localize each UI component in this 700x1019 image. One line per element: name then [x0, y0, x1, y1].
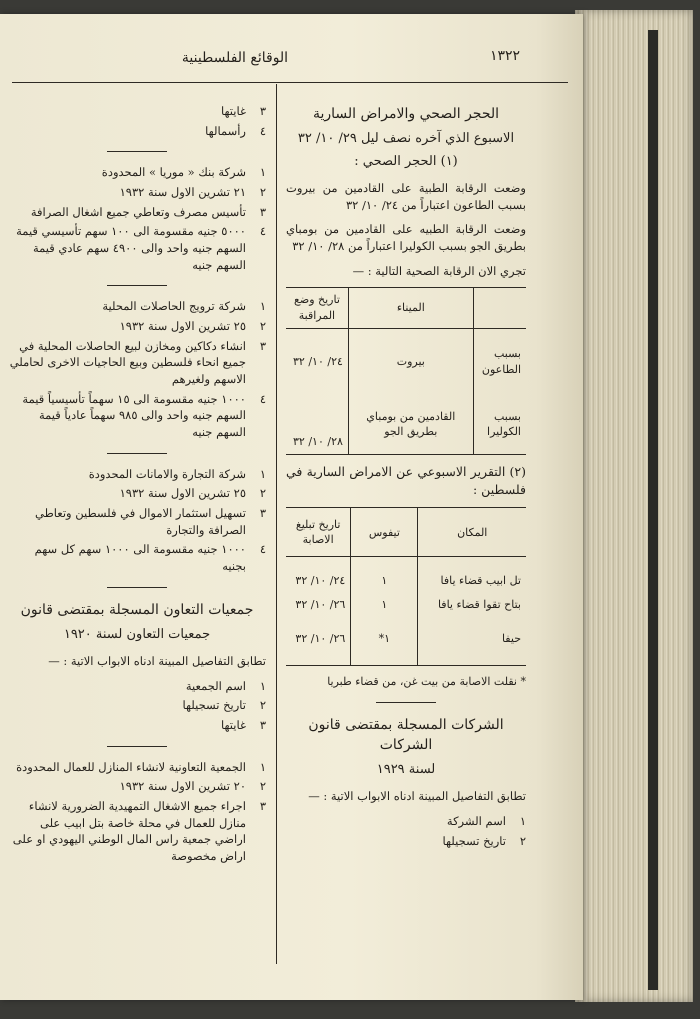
table-row — [286, 329, 526, 395]
left-column — [8, 100, 266, 868]
separator — [107, 285, 167, 286]
list-item: ١ اسم الشركة — [446, 813, 526, 828]
table-header: المكان — [418, 508, 526, 557]
table-row — [286, 627, 526, 665]
journal-title: الوقائع الفلسطينية — [181, 50, 289, 66]
count-cell: ١ — [351, 593, 418, 627]
separator — [107, 746, 167, 747]
place-cell: حيفا — [418, 627, 526, 665]
cooperative-workers-housing — [8, 759, 266, 865]
separator — [376, 702, 436, 703]
list-item: ١ شركة التجارة والامانات المحدودة — [88, 466, 266, 481]
list-item: ٣ غايتها — [221, 104, 266, 118]
list-item: ٤ ١٠٠٠ جنيه مقسومة الى ١٥ سهماً تأسيسياً قيمة السهم جنيه واحد والى ٩٨٥ سهماً عادياً قيمة السهم جنيه — [22, 391, 266, 440]
table-header: تاريخ تبليغ الاصابة — [286, 508, 351, 557]
current-control-intro: تجري الان الرقابة الصحية التالية : — — [352, 263, 526, 278]
bombay-paragraph: وضعت الرقابة الطبيه على القادمين من بومباي بطريق الجو بسبب الكوليرا اعتباراً من ٢٨/ ١٠/ ٣٢ — [286, 222, 526, 253]
companies-intro: تطابق التفاصيل المبينة ادناه الابواب الاتية : — — [308, 789, 526, 804]
list-item: ٣ انشاء دكاكين ومخازن لبيع الحاصلات المحلية في جميع انحاء فلسطين وبيع الحاجيات الاخرى لحاملي الاسهم ولغيرهم — [9, 338, 266, 387]
company-moria-bank — [8, 164, 266, 273]
date-cell: ٢٤/ ١٠/ ٣٢ — [295, 574, 346, 588]
date-cell: ٢٦/ ١٠/ ٣٢ — [295, 598, 346, 612]
list-item: ٤ ٥٠٠٠ جنيه مقسومة الى ١٠٠ سهم تأسيسي قيمة السهم جنيه واحد والى ٤٩٠٠ سهم عادي قيمة السهم جنيه — [16, 224, 266, 272]
count-cell: ١* — [351, 627, 418, 665]
list-item: ١ شركة بنك « موريا » المحدودة — [101, 165, 266, 180]
separator — [107, 453, 167, 454]
companies-law-title: الشركات المسجلة بمقتضى قانون الشركات — [308, 716, 504, 754]
list-item: ٤ ١٠٠٠ جنيه مقسومة الى ١٠٠٠ سهم كل سهم بجنيه — [34, 542, 266, 574]
right-column — [286, 98, 526, 852]
separator — [107, 151, 167, 152]
list-item: ٢ تاريخ تسجيلها — [182, 698, 266, 713]
table-header — [473, 288, 526, 329]
gazette-page — [0, 14, 583, 1000]
header-rule — [12, 82, 568, 83]
page-number: ١٣٢٢ — [489, 48, 521, 64]
place-cell: تل ابيب قضاء يافا — [418, 557, 526, 593]
list-item: ٢ ٢٥ تشرين الاول سنة ١٩٣٢ — [119, 486, 266, 501]
list-item: ١ الجمعية التعاونية لانشاء المنازل للعمال المحدودة — [16, 759, 266, 774]
companies-law-year: لسنة ١٩٢٩ — [376, 762, 436, 778]
section-1-heading: (١) الحجر الصحي : — [354, 154, 458, 170]
table-header: تيفوس — [351, 508, 418, 557]
week-line: الاسبوع الذي آخره نصف ليل ٢٩/ ١٠/ ٣٢ — [297, 131, 515, 147]
place-cell: بتاح تقوا قضاء يافا — [418, 593, 526, 627]
list-item: ١ اسم الجمعية — [185, 678, 266, 693]
port-cell: بيروت — [348, 329, 473, 395]
list-item: ١ شركة ترويج الحاصلات المحلية — [102, 299, 266, 314]
table-header: الميناء — [348, 288, 473, 329]
list-item: ٣ تأسيس مصرف وتعاطي جميع اشغال الصرافة — [30, 204, 266, 219]
date-cell: ٢٦/ ١٠/ ٣٢ — [286, 627, 351, 665]
reason-cell: بسبب الكوليرا — [473, 395, 526, 455]
reason-cell: بسبب الطاعون — [473, 329, 526, 395]
list-item: ٢ ٢٠ تشرين الاول سنة ١٩٣٢ — [119, 779, 266, 794]
diseases-table — [286, 507, 526, 665]
beirut-paragraph: وضعت الرقابة الطبية على القادمين من بيروت بسبب الطاعون اعتباراً من ٢٤/ ١٠/ ٣٢ — [286, 180, 526, 212]
table-row — [286, 593, 526, 627]
list-item: ٢ ٢١ تشرين الاول سنة ١٩٣٢ — [119, 185, 266, 200]
cooperative-law-title: جمعيات التعاون المسجلة بمقتضى قانون — [20, 601, 254, 618]
column-rule — [276, 84, 277, 964]
date-cell: ٢٨/ ١٠/ ٣٢ — [286, 395, 348, 455]
list-item: ٣ تسهيل استثمار الاموال في فلسطين وتعاطي الصرافة والتجارة — [35, 506, 266, 537]
list-item: ٢ تاريخ تسجيلها — [442, 833, 526, 848]
table-row — [286, 395, 526, 455]
book-binding-shadow — [648, 30, 658, 990]
quarantine-table — [286, 287, 526, 455]
separator — [107, 587, 167, 588]
cooperative-law-year: جمعيات التعاون لسنة ١٩٢٠ — [63, 627, 211, 643]
section-2-heading: (٢) التقرير الاسبوعي عن الامراض السارية في فلسطين : — [286, 464, 526, 498]
table-footnote: * نقلت الاصابة من بيت غن، من قضاء طبريا — [327, 674, 526, 688]
list-item: ٤ رأسمالها — [205, 123, 266, 138]
list-item: ٣ اجراء جميع الاشغال التمهيدية الضرورية لانشاء منازل للعمال في محلة خاصة بتل ابيب على اراضي جمعية راس المال الوطني اليهودي او على اراض مخصوصة — [12, 798, 266, 863]
book-page-edges — [575, 10, 693, 1002]
list-item: ٣ غايتها — [221, 717, 266, 732]
quarantine-title: الحجر الصحي والامراض السارية — [312, 106, 500, 122]
list-item: ٢ ٢٥ تشرين الاول سنة ١٩٣٢ — [119, 319, 266, 334]
table-row — [286, 557, 526, 593]
date-cell: ٢٤/ ١٠/ ٣٢ — [293, 355, 343, 368]
table-header: تاريخ وضع المراقبة — [286, 288, 348, 329]
port-cell: القادمين من بومباي بطريق الجو — [348, 395, 473, 455]
cooperative-intro: تطابق التفاصيل المبينة ادناه الابواب الاتية : — — [48, 653, 266, 668]
count-cell: ١ — [351, 557, 418, 593]
company-local-produce — [8, 298, 266, 440]
company-trade-trust — [8, 466, 266, 575]
